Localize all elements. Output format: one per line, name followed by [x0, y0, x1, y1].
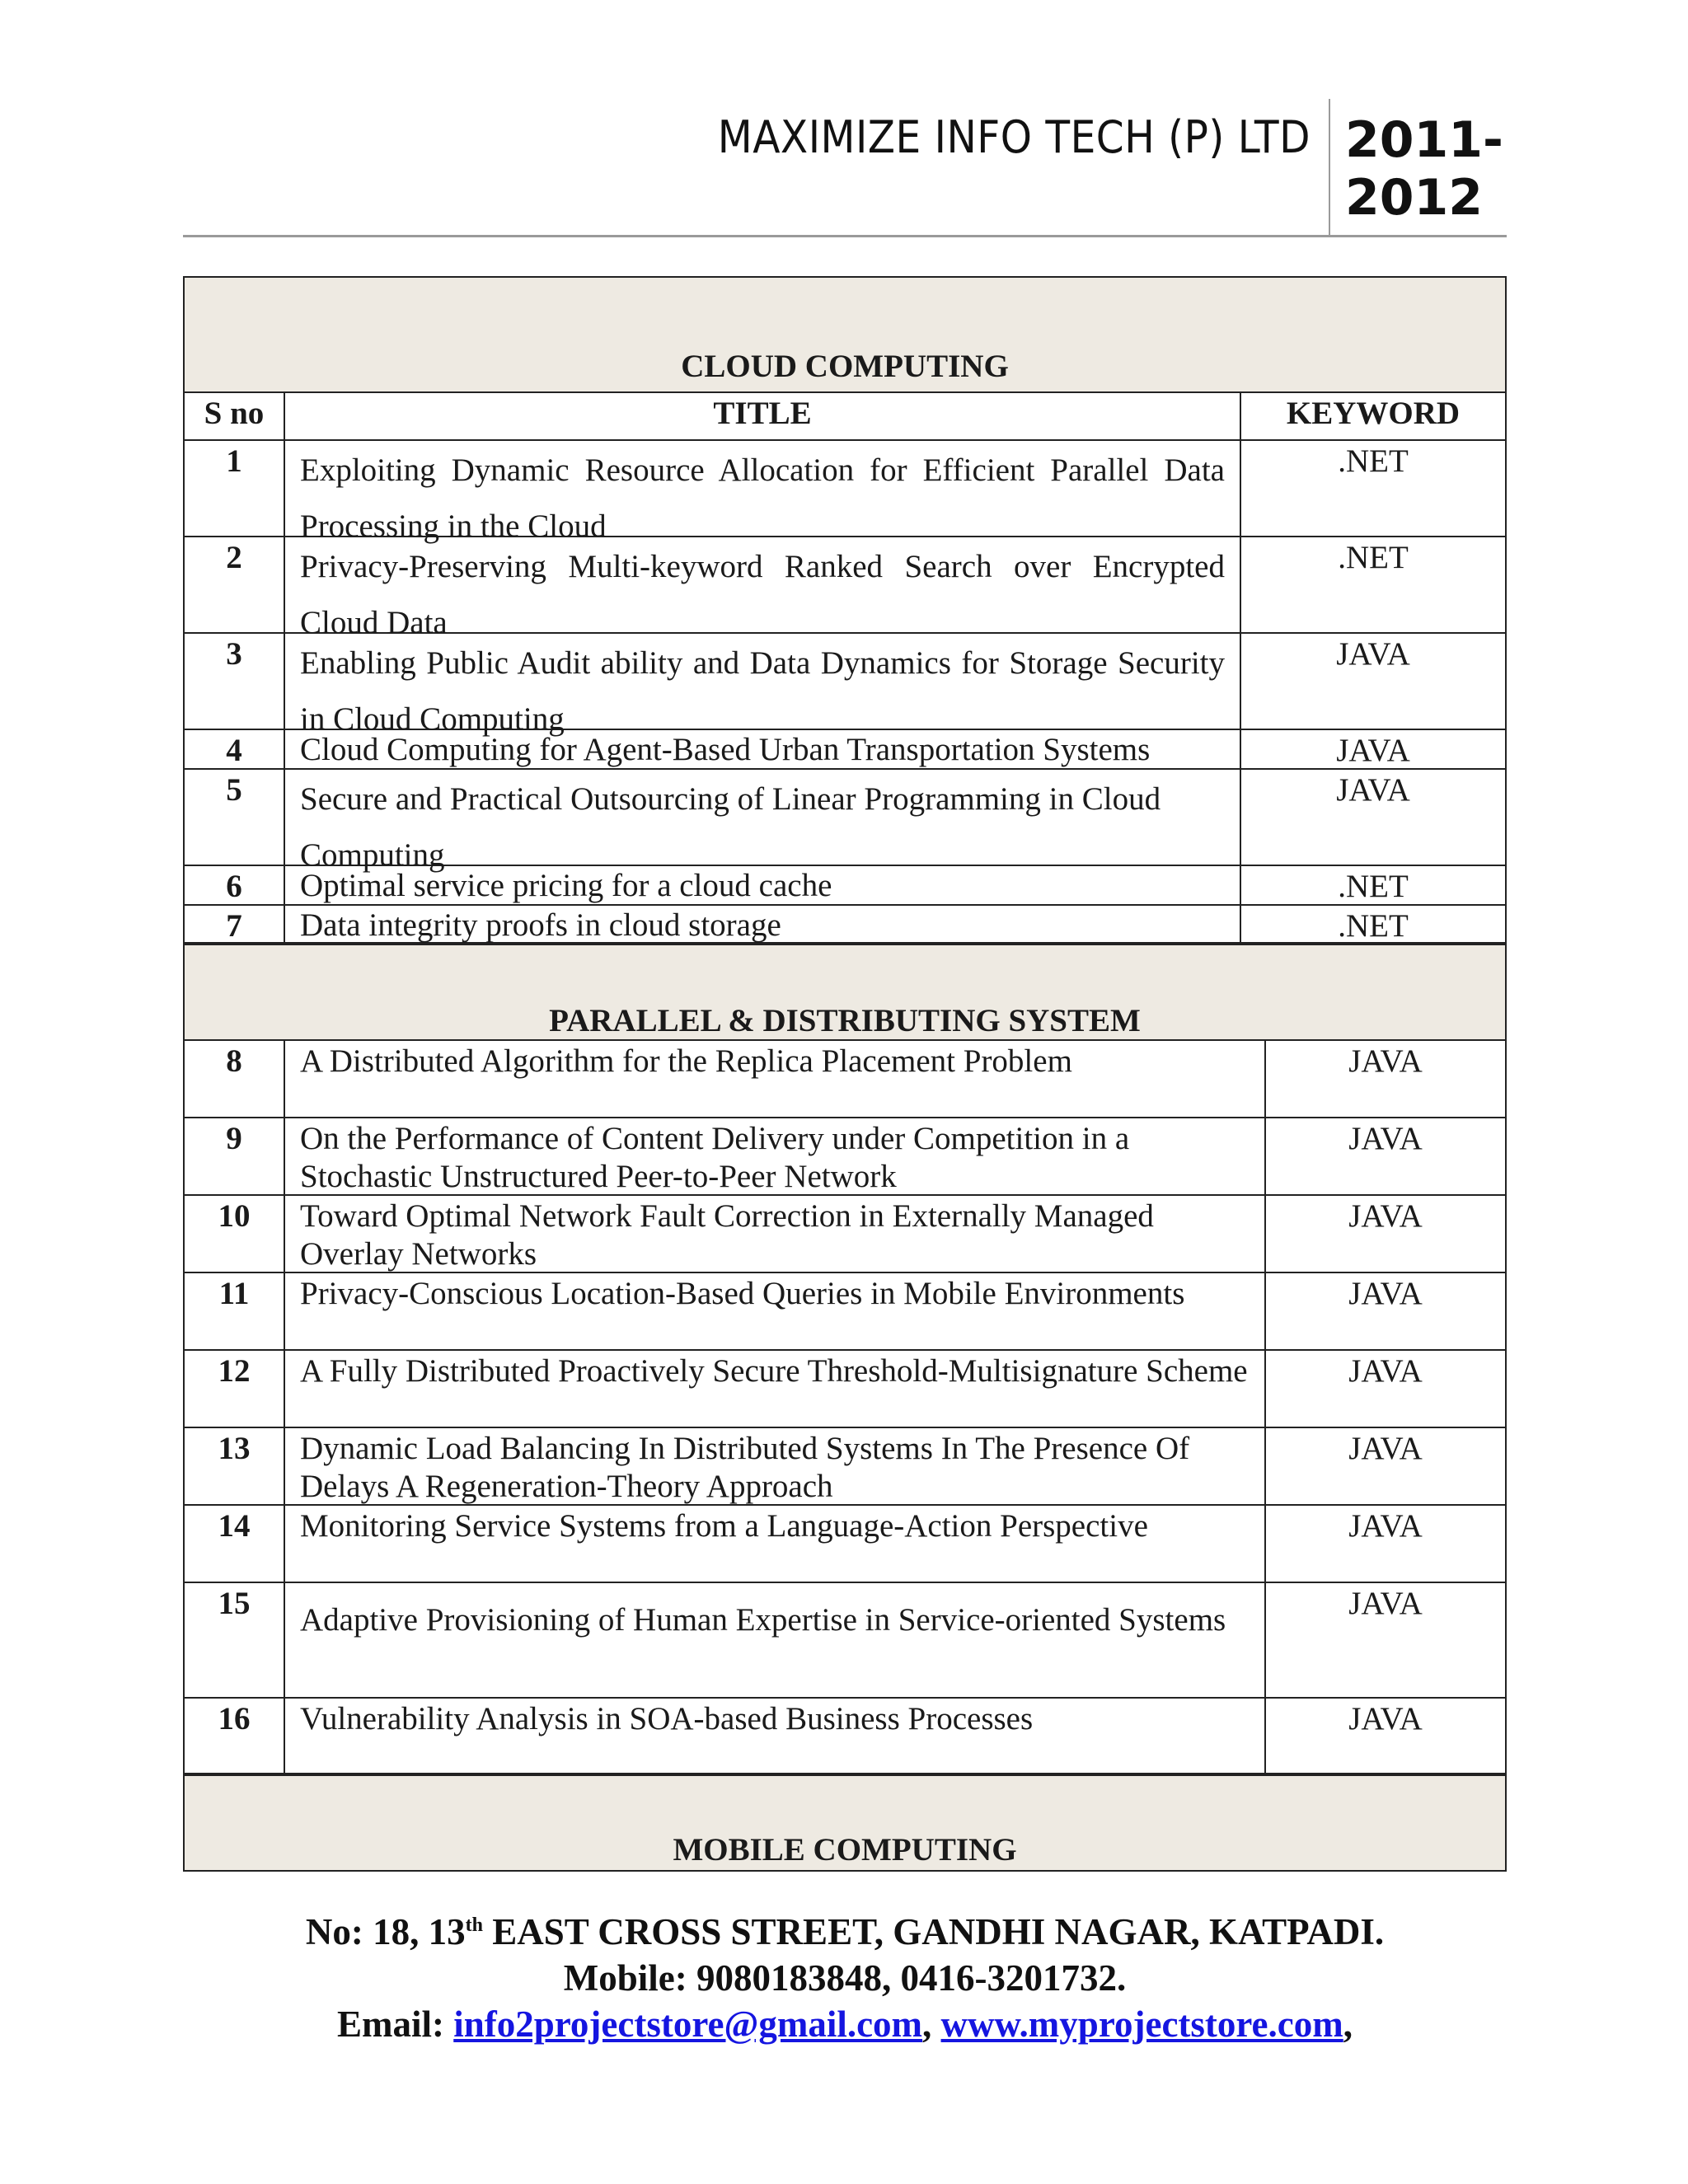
year-range: [1345, 111, 1526, 227]
row-title: Privacy-Preserving Multi-keyword Ranked Search over Encrypted Cloud Data: [285, 537, 1241, 632]
row-sno: 14: [185, 1506, 285, 1582]
row-keyword: JAVA: [1348, 1276, 1423, 1311]
row-title: A Distributed Algorithm for the Replica Placement Problem: [285, 1041, 1266, 1117]
row-title: Cloud Computing for Agent-Based Urban Transportation Systems: [285, 730, 1241, 768]
row-sno: 12: [185, 1351, 285, 1427]
table-row: [183, 1582, 1507, 1697]
row-keyword: JAVA: [1336, 733, 1410, 768]
row-keyword: JAVA: [1336, 772, 1410, 808]
row-title: Data integrity proofs in cloud storage: [285, 906, 1241, 942]
address-rest: EAST CROSS STREET, GANDHI NAGAR, KATPADI.: [482, 1911, 1385, 1952]
row-sno: 6: [185, 866, 285, 904]
row-title: Toward Optimal Network Fault Correction in Externally Managed Overlay Networks: [285, 1196, 1266, 1272]
table-row: [183, 1194, 1507, 1272]
footer-contact: [183, 1902, 1507, 2047]
table-row: [183, 1504, 1507, 1582]
year-line-1: 2011-: [1345, 111, 1503, 169]
row-sno: 9: [185, 1118, 285, 1194]
row-title: Monitoring Service Systems from a Language-Action Perspective: [285, 1506, 1266, 1582]
footer-email-line: [183, 2001, 1507, 2047]
projects-table: [183, 276, 1507, 1872]
footer-address: [183, 1902, 1507, 1955]
row-title: Optimal service pricing for a cloud cache: [285, 866, 1241, 904]
company-name: MAXIMIZE INFO TECH (P) LTD: [717, 111, 1311, 163]
table-row: [183, 1349, 1507, 1427]
row-title: Enabling Public Audit ability and Data Dynamics for Storage Security in Cloud Computing: [285, 634, 1241, 729]
row-sno: 8: [185, 1041, 285, 1117]
email-link[interactable]: info2projectstore@gmail.com: [453, 2004, 923, 2045]
row-title: Dynamic Load Balancing In Distributed Systems In The Presence Of Delays A Regeneration-Theory Approach: [285, 1428, 1266, 1504]
footer-mobile: Mobile: 9080183848, 0416-3201732.: [563, 1957, 1127, 1999]
col-keyword-header: KEYWORD: [1286, 396, 1461, 431]
row-keyword: JAVA: [1348, 1431, 1423, 1466]
link-separator: ,: [922, 2004, 941, 2045]
row-title: On the Performance of Content Delivery under Competition in a Stochastic Unstructured Peer-to-Peer Network: [285, 1118, 1266, 1194]
row-title: Adaptive Provisioning of Human Expertise in Service-oriented Systems: [285, 1583, 1266, 1697]
row-keyword: JAVA: [1348, 1121, 1423, 1156]
row-keyword: .NET: [1338, 869, 1409, 904]
website-link[interactable]: www.myprojectstore.com: [940, 2004, 1343, 2045]
column-header-row: [183, 391, 1507, 439]
table-row: [183, 1272, 1507, 1349]
table-row: [183, 439, 1507, 544]
parallel-rows: [183, 1039, 1507, 1774]
row-keyword: JAVA: [1348, 1508, 1423, 1544]
row-sno: 1: [185, 441, 285, 536]
row-keyword: .NET: [1338, 540, 1409, 575]
table-row: [183, 1117, 1507, 1194]
address-ordinal: th: [465, 1915, 483, 1936]
section-header-cloud: CLOUD COMPUTING: [183, 276, 1507, 391]
header-divider: [1329, 99, 1330, 237]
row-keyword: JAVA: [1348, 1043, 1423, 1079]
table-row: [183, 729, 1507, 768]
row-title: A Fully Distributed Proactively Secure Threshold-Multisignature Scheme: [285, 1351, 1266, 1427]
row-title: Exploiting Dynamic Resource Allocation for Efficient Parallel Data Processing in the Cloud: [285, 441, 1241, 536]
row-title: Privacy-Conscious Location-Based Queries in Mobile Environments: [285, 1273, 1266, 1349]
row-sno: 4: [185, 730, 285, 768]
table-row: [183, 1427, 1507, 1504]
table-row: [183, 865, 1507, 904]
row-keyword: JAVA: [1348, 1353, 1423, 1389]
row-sno: 10: [185, 1196, 285, 1272]
header-rule: [183, 235, 1507, 237]
row-title: Vulnerability Analysis in SOA-based Business Processes: [285, 1699, 1266, 1773]
table-row: [183, 1039, 1507, 1117]
row-title: Secure and Practical Outsourcing of Linear Programming in Cloud Computing: [285, 770, 1241, 865]
row-sno: 13: [185, 1428, 285, 1504]
row-sno: 15: [185, 1583, 285, 1697]
email-label: Email:: [336, 2004, 454, 2045]
row-sno: 3: [185, 634, 285, 729]
col-sno-header: S no: [185, 393, 285, 439]
section-header-parallel: PARALLEL & DISTRIBUTING SYSTEM: [183, 944, 1507, 1039]
row-sno: 2: [185, 537, 285, 632]
row-sno: 5: [185, 770, 285, 865]
row-keyword: .NET: [1338, 908, 1409, 944]
table-row: [183, 904, 1507, 944]
cloud-rows: [183, 439, 1507, 944]
row-sno: 16: [185, 1699, 285, 1773]
table-row: [183, 1697, 1507, 1774]
row-keyword: .NET: [1338, 443, 1409, 479]
row-keyword: JAVA: [1348, 1701, 1423, 1736]
table-row: [183, 632, 1507, 737]
row-keyword: JAVA: [1348, 1198, 1423, 1234]
address-prefix: No: 18, 13: [305, 1911, 466, 1952]
row-sno: 7: [185, 906, 285, 942]
col-title-header: TITLE: [285, 393, 1241, 439]
table-row: [183, 536, 1507, 640]
row-keyword: JAVA: [1336, 636, 1410, 672]
row-sno: 11: [185, 1273, 285, 1349]
section-header-mobile: MOBILE COMPUTING: [183, 1774, 1507, 1872]
year-line-2: 2012: [1345, 169, 1483, 227]
table-row: [183, 768, 1507, 873]
row-keyword: JAVA: [1348, 1586, 1423, 1621]
trailing-comma: ,: [1343, 2004, 1353, 2045]
